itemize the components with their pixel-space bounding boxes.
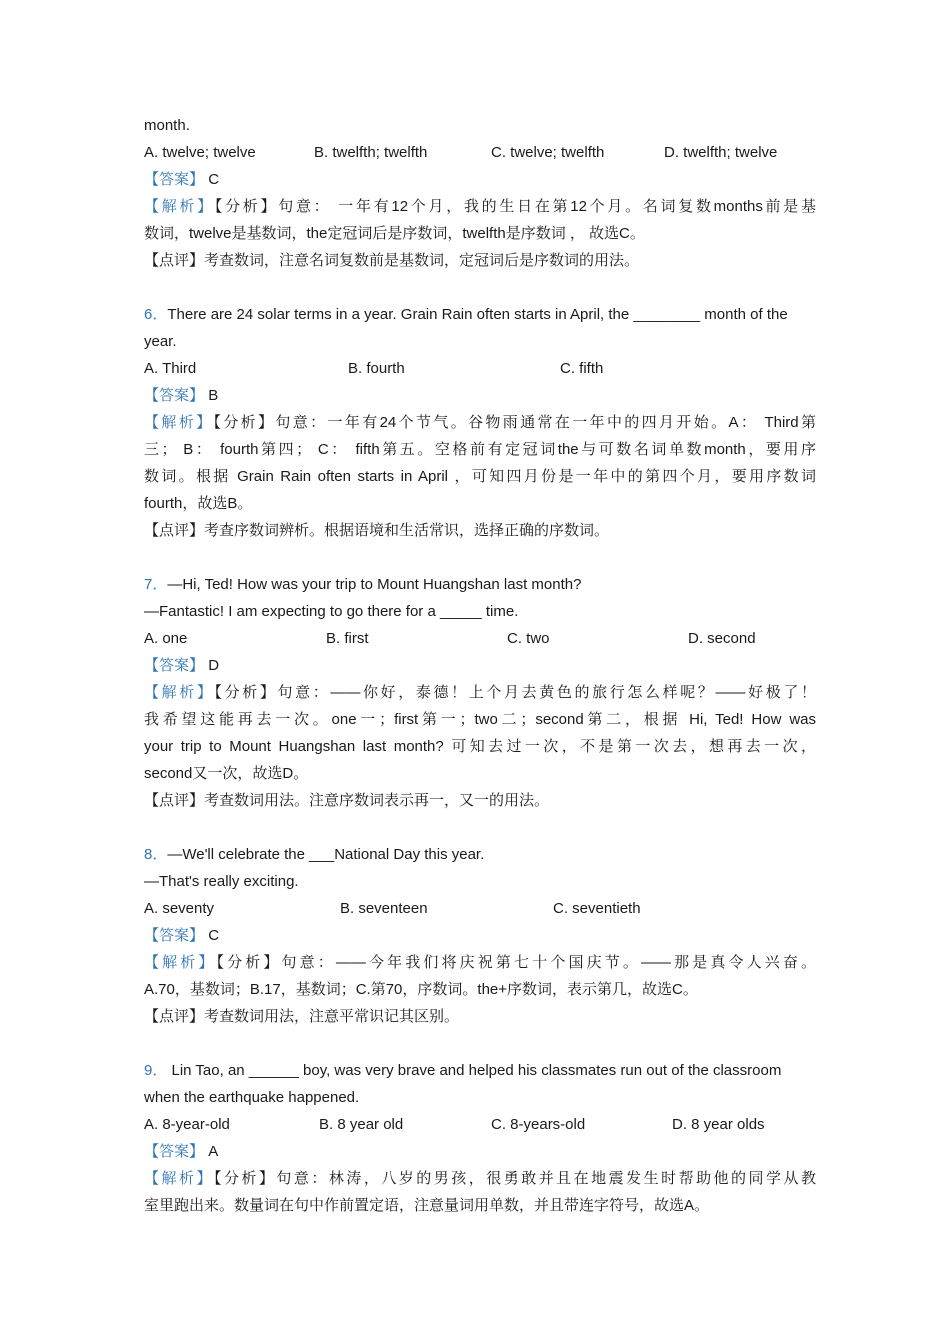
q5-stem-tail: month. xyxy=(144,117,190,134)
analysis-text: 【分析】句意： 一年有12个月，我的生日在第12个月。名词复数months前是基 xyxy=(214,198,816,215)
q8-comment: 【点评】考查数词用法，注意平常识记其区别。 xyxy=(144,1008,460,1025)
question-number: 9． xyxy=(144,1062,168,1079)
q8-analysis-line-2: A.70，基数词；B.17，基数词；C.第70，序数词。the+序数词，表示第几，故选C。 xyxy=(144,981,698,998)
q9-stem-line-1 xyxy=(144,1057,816,1084)
q5-answer xyxy=(144,166,816,193)
q8-option-a: A. seventy xyxy=(144,900,215,917)
q9-option-d: D. 8 year olds xyxy=(672,1116,765,1133)
q6-stem-line-2: year. xyxy=(144,333,177,350)
analysis-tag: 【解析】 xyxy=(144,954,217,971)
q5-analysis-line-1 xyxy=(144,193,816,220)
q8-option-b: B. seventeen xyxy=(340,900,428,917)
answer-value: C xyxy=(208,927,220,944)
q7-analysis-line-3: your trip to Mount Huangshan last month? 可知去过一次，不是第一次去，想再去一次， xyxy=(144,738,816,755)
q7-options xyxy=(144,625,816,652)
q5-comment: 【点评】考查数词，注意名词复数前是基数词，定冠词后是序数词的用法。 xyxy=(144,252,640,269)
q9-option-c: C. 8-years-old xyxy=(491,1116,586,1133)
stem-text: —We'll celebrate the ___National Day this year. xyxy=(167,846,485,863)
answer-value: B xyxy=(208,387,219,404)
q6-comment: 【点评】考查序数词辨析。根据语境和生活常识，选择正确的序数词。 xyxy=(144,522,610,539)
q9-option-b: B. 8 year old xyxy=(319,1116,404,1133)
answer-tag: 【答案】 xyxy=(144,1143,205,1160)
stem-text: There are 24 solar terms in a year. Grain Rain often starts in April, the ________ month of the xyxy=(167,306,788,323)
q6-option-c: C. fifth xyxy=(560,360,604,377)
q5-option-c: C. twelve; twelfth xyxy=(491,144,605,161)
analysis-tag: 【解析】 xyxy=(144,198,215,215)
q5-option-d: D. twelfth; twelve xyxy=(664,144,778,161)
question-number: 6． xyxy=(144,306,168,323)
document-page xyxy=(144,112,816,1219)
q6-option-b: B. fourth xyxy=(348,360,405,377)
q7-stem-line-1 xyxy=(144,571,816,598)
analysis-tag: 【解析】 xyxy=(144,1170,214,1187)
stem-text: —Hi, Ted! How was your trip to Mount Huangshan last month? xyxy=(167,576,582,593)
stem-text: Lin Tao, an ______ boy, was very brave and helped his classmates run out of the classroom xyxy=(167,1062,782,1079)
q6-analysis-line-1 xyxy=(144,409,816,436)
q6-options xyxy=(144,355,816,382)
question-number: 8． xyxy=(144,846,168,863)
q5-option-b: B. twelfth; twelfth xyxy=(314,144,428,161)
q7-option-d: D. second xyxy=(688,630,756,647)
q6-analysis-line-2: 三； B： fourth第四； C： fifth第五。空格前有定冠词the与可数名词单数month，要用序 xyxy=(144,441,816,458)
q7-option-b: B. first xyxy=(326,630,369,647)
q9-options xyxy=(144,1111,816,1138)
q7-option-c: C. two xyxy=(507,630,550,647)
q8-options xyxy=(144,895,816,922)
answer-value: C xyxy=(208,171,220,188)
q8-stem-line-2: —That's really exciting. xyxy=(144,873,299,890)
q7-comment: 【点评】考查数词用法。注意序数词表示再一，又一的用法。 xyxy=(144,792,550,809)
answer-tag: 【答案】 xyxy=(144,387,205,404)
answer-tag: 【答案】 xyxy=(144,171,205,188)
answer-tag: 【答案】 xyxy=(144,657,205,674)
q7-stem-line-2: —Fantastic! I am expecting to go there for a _____ time. xyxy=(144,603,519,620)
q9-option-a: A. 8-year-old xyxy=(144,1116,230,1133)
q5-options xyxy=(144,139,816,166)
q7-analysis-line-4: second又一次，故选D。 xyxy=(144,765,309,782)
q9-analysis-line-2: 室里跑出来。数量词在句中作前置定语，注意量词用单数，并且带连字符号，故选A。 xyxy=(144,1197,710,1214)
analysis-text: 【分析】句意：林涛，八岁的男孩，很勇敢并且在地震发生时帮助他的同学从教 xyxy=(213,1170,816,1187)
analysis-tag: 【解析】 xyxy=(144,414,214,431)
q6-stem-line-1 xyxy=(144,301,816,328)
q8-answer xyxy=(144,922,816,949)
analysis-text: 【分析】句意：——你好，泰德！上个月去黄色的旅行怎么样呢？——好极了！ xyxy=(214,684,816,701)
q5-option-a: A. twelve; twelve xyxy=(144,144,256,161)
q9-analysis-line-1 xyxy=(144,1165,816,1192)
q6-answer xyxy=(144,382,816,409)
answer-tag: 【答案】 xyxy=(144,927,205,944)
q6-analysis-line-4: fourth，故选B。 xyxy=(144,495,253,512)
q7-analysis-line-2: 我希望这能再去一次。one一；first第一；two二；second第二，根据 Hi, Ted! How was xyxy=(144,711,816,728)
question-number: 7． xyxy=(144,576,168,593)
answer-value: D xyxy=(208,657,220,674)
q8-analysis-line-1 xyxy=(144,949,816,976)
q6-analysis-line-3: 数词。根据 Grain Rain often starts in April ，可知四月份是一年中的第四个月，要用序数词 xyxy=(144,468,816,485)
answer-value: A xyxy=(208,1143,219,1160)
q7-analysis-line-1 xyxy=(144,679,816,706)
q7-answer xyxy=(144,652,816,679)
analysis-tag: 【解析】 xyxy=(144,684,215,701)
q8-stem-line-1 xyxy=(144,841,816,868)
q6-option-a: A. Third xyxy=(144,360,197,377)
q9-answer xyxy=(144,1138,816,1165)
q5-analysis-line-2: 数词，twelve是基数词，the定冠词后是序数词，twelfth是序数词 ， 故选C。 xyxy=(144,225,645,242)
analysis-text: 【分析】句意：一年有24个节气。谷物雨通常在一年中的四月开始。A： Third第 xyxy=(213,414,816,431)
q8-option-c: C. seventieth xyxy=(553,900,641,917)
analysis-text: 【分析】句意：——今年我们将庆祝第七十个国庆节。——那是真令人兴奋。 xyxy=(216,954,816,971)
q9-stem-line-2: when the earthquake happened. xyxy=(144,1089,360,1106)
q7-option-a: A. one xyxy=(144,630,188,647)
